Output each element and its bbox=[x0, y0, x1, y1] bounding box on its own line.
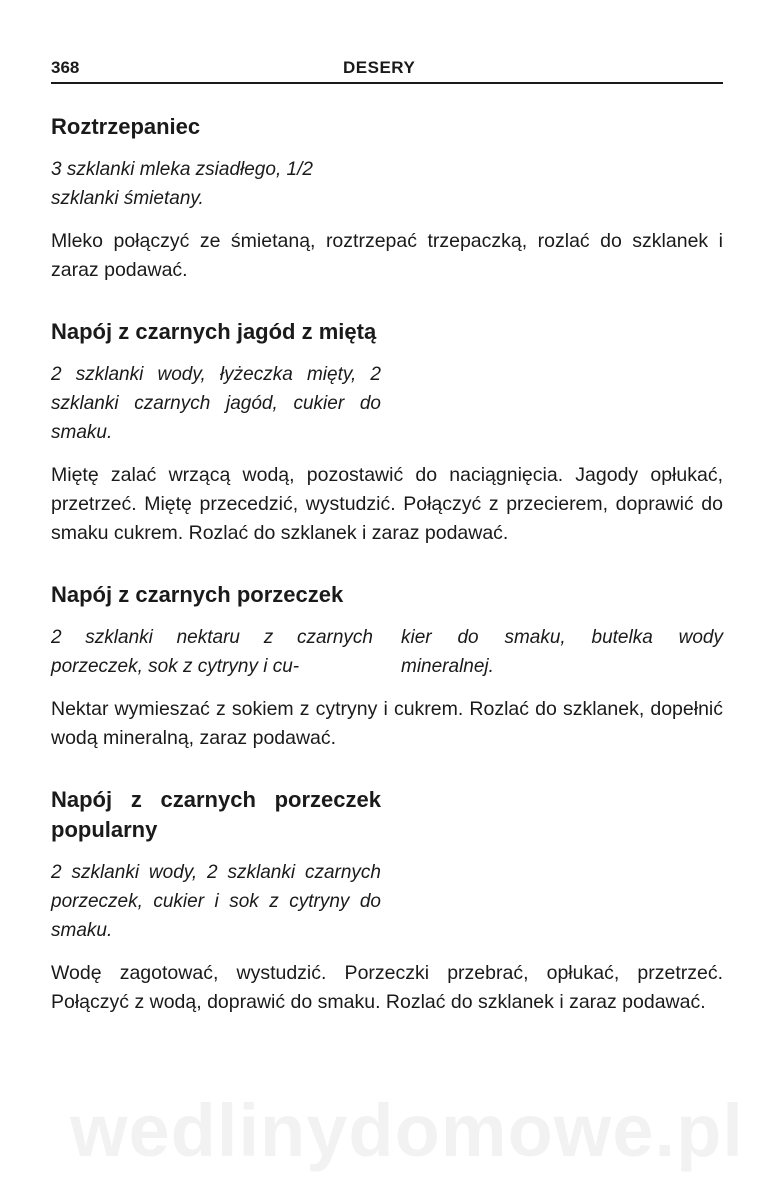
recipe-title: Napój z czarnych jagód z miętą bbox=[51, 319, 377, 344]
recipe-napoj-jagody bbox=[51, 317, 723, 548]
ingredients-column-left: 2 szklanki nektaru z czarnych porzeczek, sok z cytryny i cu- bbox=[51, 627, 373, 677]
recipe-method: Mleko połączyć ze śmietaną, roztrzepać trzepaczką, rozlać do szklanek i zaraz podawać. bbox=[51, 230, 723, 281]
recipe-title: Napój z czarnych porzeczek popularny bbox=[51, 787, 381, 842]
recipe-ingredients: 3 szklanki mleka zsiadłego, 1/2 szklanki śmietany. bbox=[51, 159, 313, 209]
recipe-method: Wodę zagotować, wystudzić. Porzeczki przebrać, opłukać, przetrzeć. Połączyć z wodą, doprawić do smaku. Rozlać do szklanek i zaraz podawać. bbox=[51, 962, 723, 1013]
recipe-ingredients: 2 szklanki wody, 2 szklanki czarnych porzeczek, cukier i sok z cytryny do smaku. bbox=[51, 862, 381, 941]
page-content bbox=[51, 112, 723, 1017]
page-header bbox=[51, 56, 723, 84]
recipe-napoj-porzeczki bbox=[51, 580, 723, 753]
recipe-ingredients: 2 szklanki wody, łyżeczka mięty, 2 szklanki czarnych jagód, cukier do smaku. bbox=[51, 364, 381, 443]
recipe-method: Miętę zalać wrzącą wodą, pozostawić do naciągnięcia. Jagody opłukać, przetrzeć. Miętę przecedzić, wystudzić. Połączyć z przecierem, doprawić do smaku cukrem. Rozlać do szklanek i zaraz podawać. bbox=[51, 464, 723, 544]
recipe-title: Roztrzepaniec bbox=[51, 114, 201, 139]
ingredients-column-right: kier do smaku, butelka wody mineralnej. bbox=[401, 627, 723, 677]
page-number: 368 bbox=[51, 58, 80, 77]
watermark-text: wedlinydomowe.pl bbox=[70, 1089, 744, 1172]
running-head: DESERY bbox=[343, 58, 416, 77]
recipe-napoj-porzeczki-popularny bbox=[51, 785, 723, 1017]
recipe-ingredients bbox=[51, 623, 723, 681]
recipe-title: Napój z czarnych porzeczek bbox=[51, 582, 344, 607]
recipe-method: Nektar wymieszać z sokiem z cytryny i cukrem. Rozlać do szklanek, dopełnić wodą mineralną, zaraz podawać. bbox=[51, 698, 723, 749]
recipe-roztrzepaniec bbox=[51, 112, 723, 285]
